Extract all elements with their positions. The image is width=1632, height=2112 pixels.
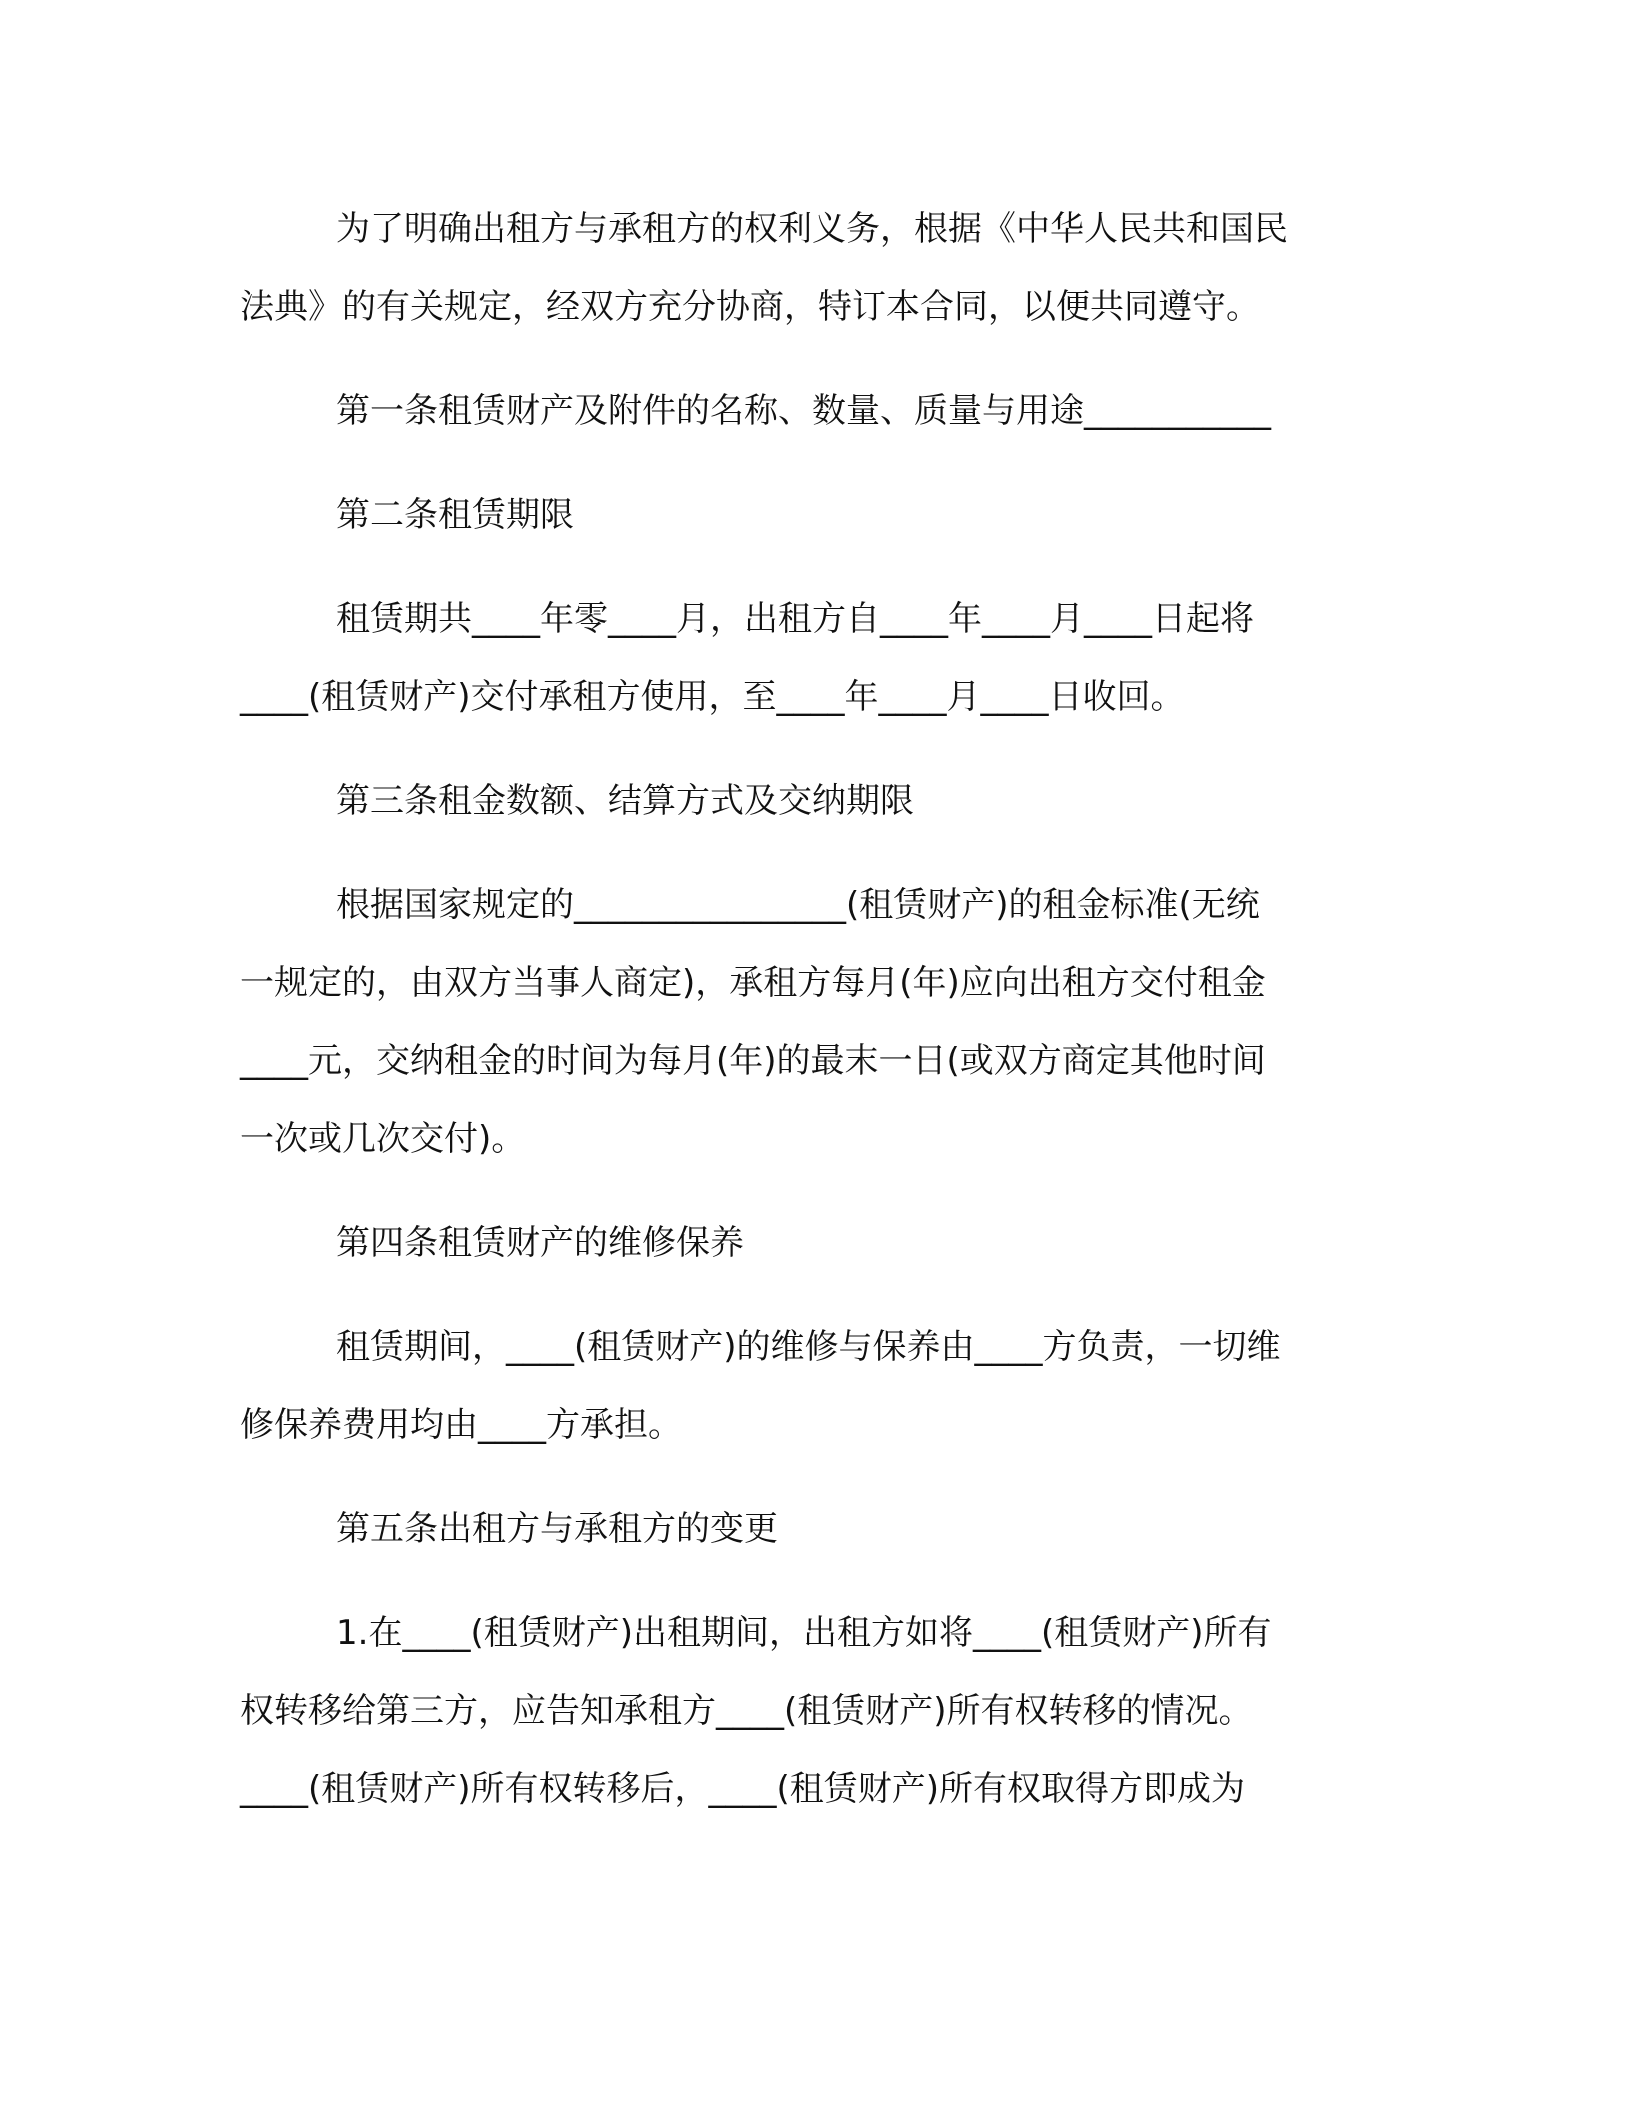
article-5-heading: 第五条出租方与承租方的变更 [336,1509,778,1549]
article-4-line-1: 租赁期间，____(租赁财产)的维修与保养由____方负责，一切维 [336,1327,1281,1367]
intro-paragraph [240,190,1390,346]
article-4-heading: 第四条租赁财产的维修保养 [336,1223,744,1263]
article-3-line-1: 根据国家规定的________________(租赁财产)的租金标准(无统 [336,885,1260,925]
article-4-paragraph [240,1308,1390,1464]
article-4-line-2: 修保养费用均由____方承担。 [240,1405,682,1445]
article-2-paragraph [240,580,1390,736]
article-5-line-2: 权转移给第三方，应告知承租方____(租赁财产)所有权转移的情况。 [240,1691,1253,1731]
article-5-paragraph [240,1594,1390,1828]
article-3-line-3: ____元，交纳租金的时间为每月(年)的最末一日(或双方商定其他时间 [240,1041,1266,1081]
article-1-heading: 第一条租赁财产及附件的名称、数量、质量与用途___________ [336,391,1271,431]
intro-line-1: 为了明确出租方与承租方的权利义务，根据《中华人民共和国民 [336,209,1288,249]
article-2-line-2: ____(租赁财产)交付承租方使用，至____年____月____日收回。 [240,677,1185,717]
article-3-line-2: 一规定的，由双方当事人商定)，承租方每月(年)应向出租方交付租金 [240,963,1266,1003]
article-3-paragraph [240,866,1390,1178]
article-3-heading: 第三条租金数额、结算方式及交纳期限 [336,781,914,821]
article-3-line-4: 一次或几次交付)。 [240,1119,526,1159]
article-5-line-3: ____(租赁财产)所有权转移后，____(租赁财产)所有权取得方即成为 [240,1769,1246,1809]
intro-line-2: 法典》的有关规定，经双方充分协商，特订本合同，以便共同遵守。 [240,287,1260,327]
article-2-heading: 第二条租赁期限 [336,495,574,535]
article-5-line-1: 1.在____(租赁财产)出租期间，出租方如将____(租赁财产)所有 [336,1613,1272,1653]
article-2-line-1: 租赁期共____年零____月，出租方自____年____月____日起将 [336,599,1254,639]
document-page [240,190,1390,1828]
